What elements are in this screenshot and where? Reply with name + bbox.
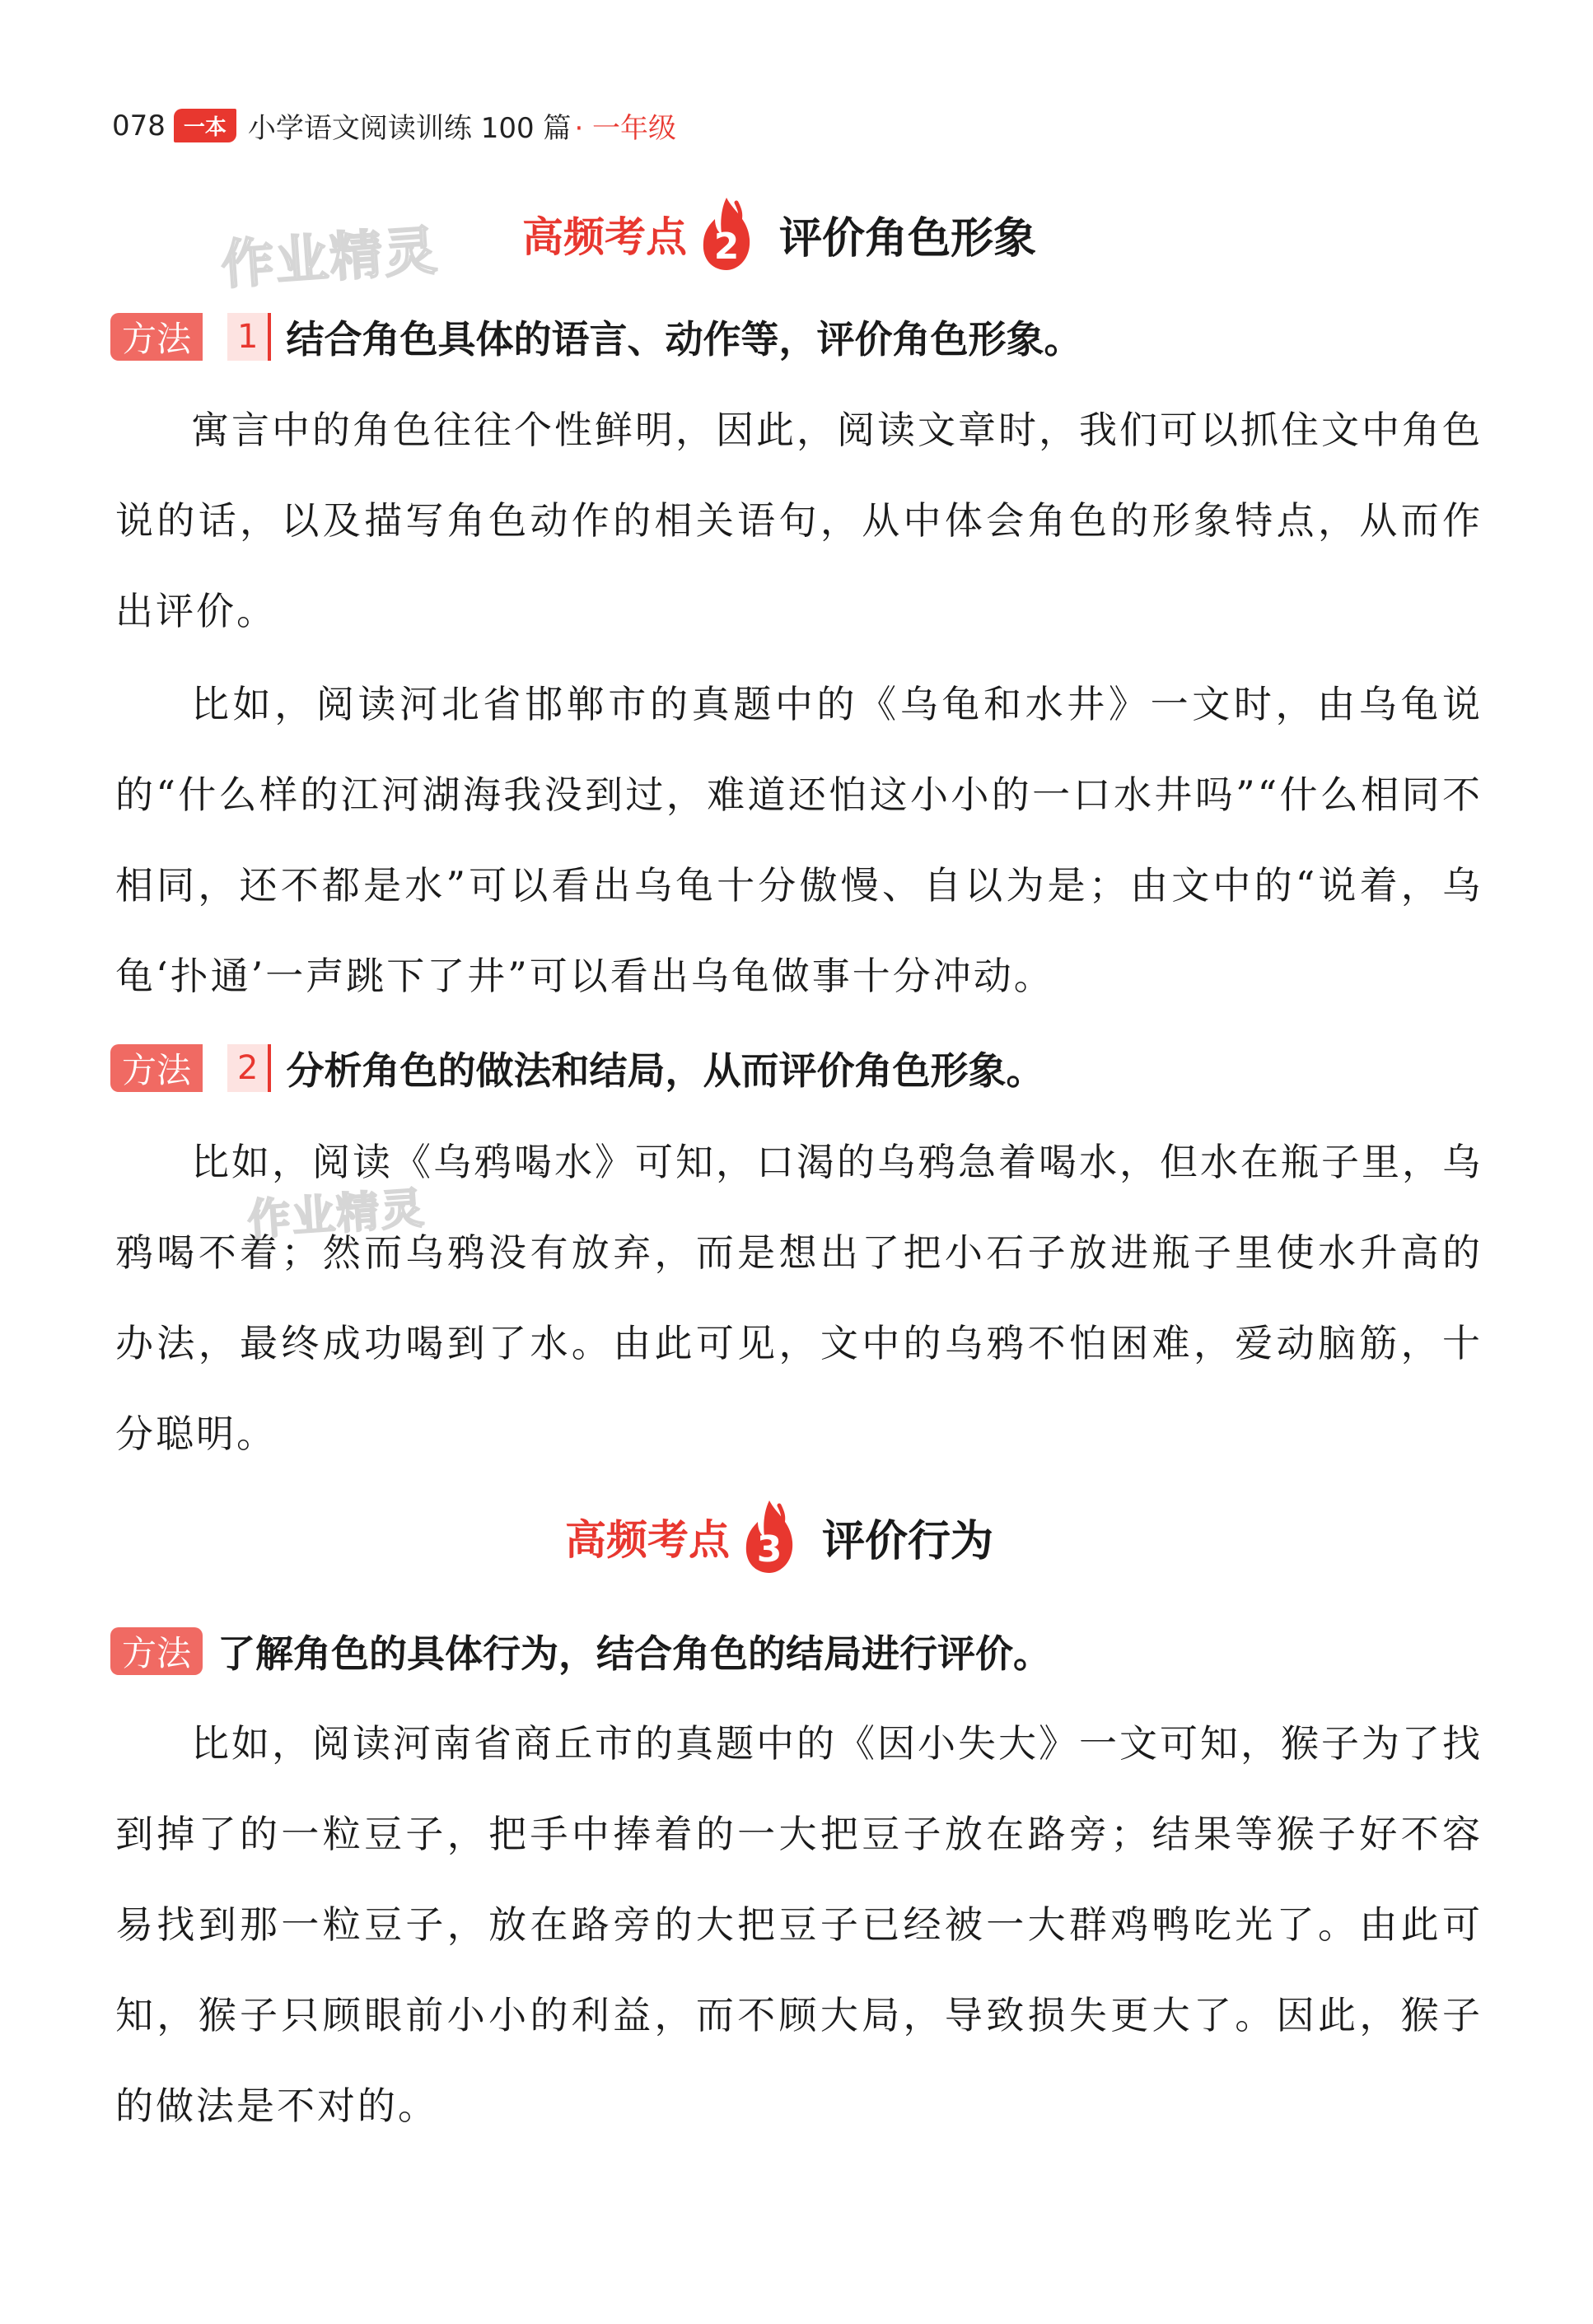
paragraph: 比如，阅读河南省商丘市的真题中的《因小失大》一文可知，猴子为了找到掉了的一粒豆子，把手中捧着的一大把豆子放在路旁；结果等猴子好不容易找到那一粒豆子，放在路旁的大把豆子已经被一大群鸡鸭吃光了。由此可知，猴子只顾眼前小小的利益，而不顾大局，导致损失更大了。因此，猴子的做法是不对的。 bbox=[115, 1721, 1483, 2128]
method-title: 结合角色具体的语言、动作等，评价角色形象。 bbox=[286, 317, 1082, 362]
method-tag-label: 方法 bbox=[122, 1633, 192, 1673]
method-tag bbox=[110, 313, 203, 361]
paragraph: 比如，阅读《乌鸦喝水》可知，口渴的乌鸦急着喝水，但水在瓶子里，乌鸦喝不着；然而乌鸦没有放弃，而是想出了把小石子放进瓶子里使水升高的办法，最终成功喝到了水。由此可见，文中的乌鸦不怕困难，爱动脑筋，十分聪明。 bbox=[115, 1140, 1483, 1456]
section-title: 评价角色形象 bbox=[779, 213, 1037, 264]
method-heading-1 bbox=[110, 310, 1081, 364]
method-number: 1 bbox=[227, 313, 271, 361]
method-number: 2 bbox=[227, 1044, 271, 1092]
section-title: 评价行为 bbox=[822, 1516, 994, 1566]
section-number: 3 bbox=[756, 1528, 782, 1570]
flame-number-icon bbox=[697, 196, 756, 272]
paragraph: 比如，阅读河北省邯郸市的真题中的《乌龟和水井》一文时，由乌龟说的“什么样的江河湖海我没到过，难道还怕这小小的一口水井吗”“什么相同不相同，还不都是水”可以看出乌龟十分傲慢、自以为是；由文中的“说着，乌龟‘扑通’一声跳下了井”可以看出乌龟做事十分冲动。 bbox=[115, 682, 1483, 998]
method-title: 分析角色的做法和结局，从而评价角色形象。 bbox=[286, 1048, 1044, 1093]
method-heading-3 bbox=[110, 1624, 1051, 1678]
grade-label: · 一年级 bbox=[574, 112, 677, 145]
method-title: 了解角色的具体行为，结合角色的结局进行评价。 bbox=[217, 1631, 1052, 1676]
method-tag bbox=[110, 1044, 203, 1092]
method-heading-2 bbox=[110, 1041, 1044, 1095]
method-tag bbox=[110, 1627, 203, 1675]
method-tag-label: 方法 bbox=[122, 1050, 192, 1090]
section-heading-2 bbox=[522, 196, 1036, 272]
watermark: 作业精灵 bbox=[219, 220, 441, 297]
book-title: 小学语文阅读训练 100 篇 bbox=[247, 112, 572, 145]
running-header bbox=[112, 105, 676, 146]
section-number: 2 bbox=[713, 226, 740, 268]
watermark: 作业精灵 bbox=[245, 1183, 427, 1246]
flame-number-icon bbox=[740, 1499, 799, 1575]
section-label: 高频考点 bbox=[565, 1516, 730, 1564]
section-heading-3 bbox=[565, 1499, 993, 1575]
paragraph: 寓言中的角色往往个性鲜明，因此，阅读文章时，我们可以抓住文中角色说的话，以及描写角色动作的相关语句，从中体会角色的形象特点，从而作出评价。 bbox=[115, 408, 1483, 633]
method-tag-label: 方法 bbox=[122, 319, 192, 359]
series-badge: 一本 bbox=[174, 109, 236, 142]
section-label: 高频考点 bbox=[522, 213, 687, 261]
page-number: 078 bbox=[112, 109, 166, 142]
